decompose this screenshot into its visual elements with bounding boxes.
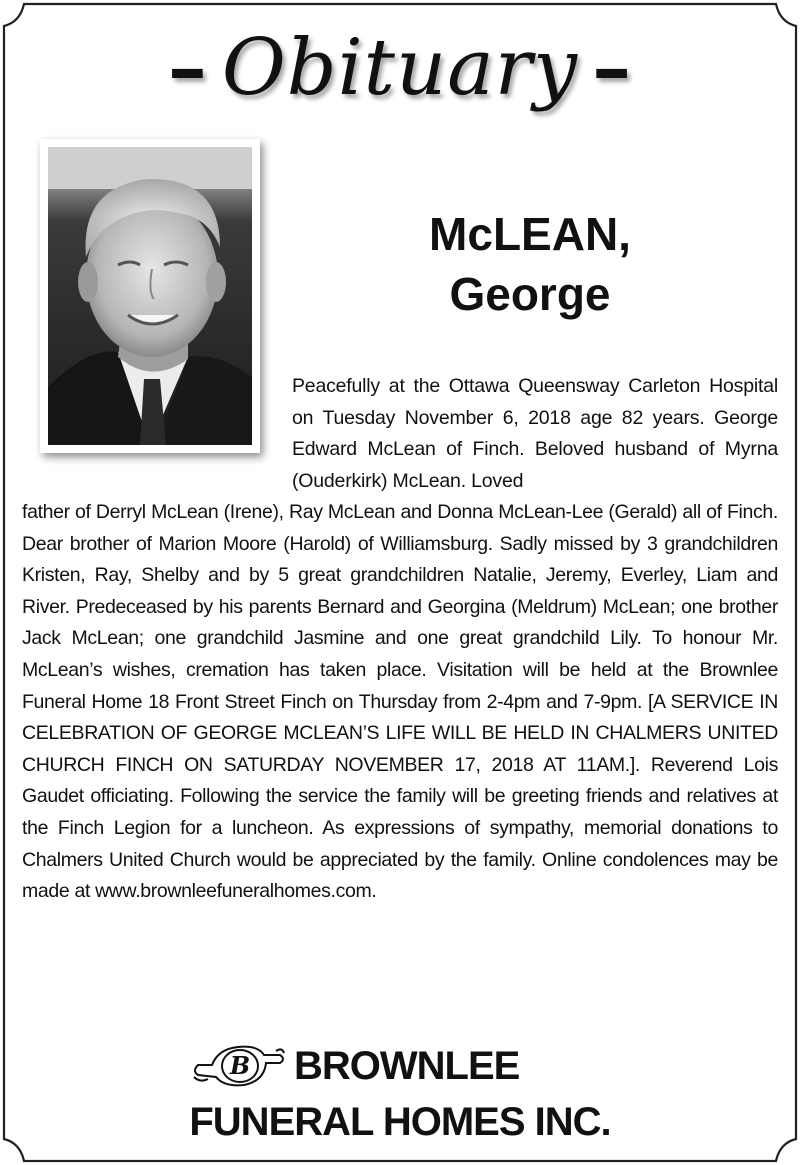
deceased-surname: McLEAN, bbox=[429, 208, 631, 260]
deceased-name bbox=[350, 204, 710, 324]
brand-name-line1: BROWNLEE bbox=[294, 1044, 520, 1088]
logo-monogram-letter: B bbox=[229, 1051, 251, 1080]
heading-dash-left: – bbox=[167, 22, 208, 113]
portrait-image bbox=[48, 147, 252, 445]
scroll-monogram-icon bbox=[190, 1041, 286, 1091]
deceased-given-name: George bbox=[449, 268, 611, 320]
heading-dash-right: – bbox=[592, 22, 633, 113]
obituary-text-intro: Peacefully at the Ottawa Queensway Carleton Hospital on Tuesday November 6, 2018 age 82 years. George Edward McLean of Finch. Beloved husband of Myrna (Ouderkirk) McLean. Loved bbox=[292, 375, 778, 492]
heading-text: Obituary bbox=[221, 23, 579, 113]
obituary-text-main: father of Derryl McLean (Irene), Ray McLean and Donna McLean-Lee (Gerald) all of Finch. Dear brother of Marion Moore (Harold) of Williamsburg. Sadly missed by 3 grandchildren Kristen, Ray, Shelby and by 5 great grandchildren Natalie, Jeremy, Everley, Liam and River. Predeceased by his parents Bernard and Georgina (Meldrum) McLean; one brother Jack McLean; one grandchild Jasmine and one great grandchild Lily. To honour Mr. McLean’s wishes, cremation has taken place. Visitation will be held at the Brownlee Funeral Home 18 Front Street Finch on Thursday from 2-4pm and 7-9pm. [A SERVICE IN CELEBRATION OF GEORGE MCLEAN’S LIFE WILL BE HELD IN CHALMERS UNITED CHURCH FINCH ON SATURDAY NOVEMBER 17, 2018 AT 11AM.]. Reverend Lois Gaudet officiating. Following the service the family will be greeting friends and relatives at the Finch Legion for a luncheon. As expressions of sympathy, memorial donations to Chalmers United Church would be appreciated by the family. Online condolences may be made at www.brownleefuneralhomes.com. bbox=[22, 501, 778, 903]
brand-name-line2: FUNERAL HOMES INC. bbox=[189, 1100, 611, 1144]
portrait-photo bbox=[40, 139, 260, 453]
obituary-heading bbox=[0, 18, 800, 118]
